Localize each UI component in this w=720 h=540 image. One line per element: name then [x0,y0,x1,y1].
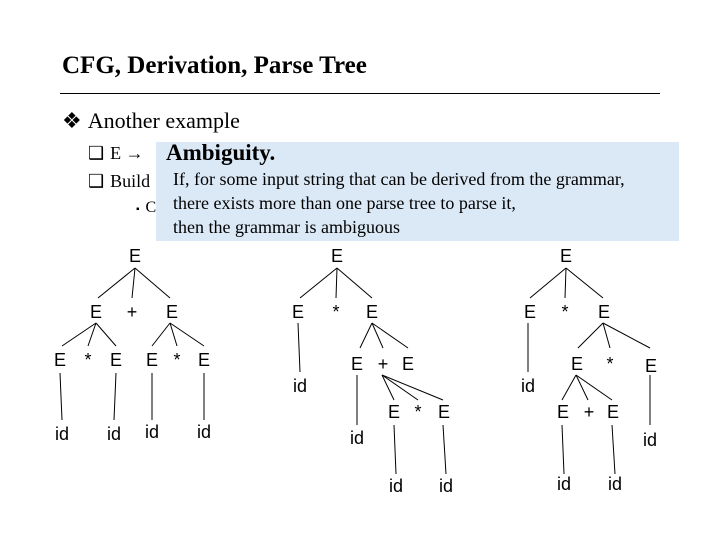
t1-l2-b: * [84,350,92,370]
t1-leaf-2: id [106,424,122,444]
t3-l1-left: E [523,302,537,322]
t3-l2-c: E [644,356,658,376]
diamond-bullet-icon: ❖ [62,108,82,133]
t3-l1-right: E [597,302,611,322]
t2-l3-b: * [414,402,422,422]
t2-leaf-1: id [388,476,404,496]
t2-l1-right: E [365,302,379,322]
t1-l2-f: E [197,350,211,370]
callout-heading: Ambiguity. [166,140,276,165]
parse-tree-3 [521,246,657,494]
t2-l2-b: + [377,354,389,374]
t1-leaf-1: id [54,424,70,444]
t3-l3-c: E [606,402,620,422]
t2-l1-op: * [332,302,340,322]
t3-l1-op: * [561,302,569,322]
t3-leaf-2: id [607,474,623,494]
callout-line-2: there exists more than one parse tree to parse it, [173,193,516,213]
t2-leaf-left: id [292,376,308,396]
t3-l3-b: + [583,402,595,422]
t3-l2-b: * [606,354,614,374]
t3-leaf-left: id [520,376,536,396]
t3-l2-a: E [570,354,584,374]
t2-root: E [330,246,344,266]
bullet-text: Another example [87,108,240,133]
slide-title: CFG, Derivation, Parse Tree [62,52,367,79]
t1-l1-left: E [89,302,103,322]
t3-leaf-1: id [556,474,572,494]
t3-leaf-right: id [642,430,658,450]
sub-sub-bullet-text: C [145,199,157,216]
t1-l2-a: E [53,350,67,370]
t2-l3-a: E [387,402,401,422]
small-square-bullet-icon: ▪ [136,204,140,215]
t1-leaf-4: id [196,422,212,442]
t2-leaf-mid: id [349,428,365,448]
t1-l2-e: * [173,350,181,370]
square-bullet-icon: ❑ [88,171,105,191]
square-bullet-icon: ❑ [88,143,105,163]
t2-l2-c: E [401,354,415,374]
t3-root: E [559,246,573,266]
t2-l1-left: E [291,302,305,322]
parse-tree-1 [54,246,211,444]
t1-root: E [128,246,142,266]
parse-tree-2 [292,246,453,496]
t2-l3-c: E [437,402,451,422]
t2-leaf-2: id [438,476,454,496]
t1-l2-c: E [109,350,123,370]
t2-l2-a: E [350,354,364,374]
t1-l2-d: E [145,350,159,370]
callout-line-3: then the grammar is ambiguous [173,217,400,237]
sub-bullet-text: E → [110,143,144,163]
t1-l1-right: E [165,302,179,322]
sub-bullet-text: Build [110,171,151,191]
t1-leaf-3: id [144,422,160,442]
t3-l3-a: E [556,402,570,422]
callout-line-1: If, for some input string that can be derived from the grammar, [173,169,625,189]
t1-l1-op: + [126,302,138,322]
